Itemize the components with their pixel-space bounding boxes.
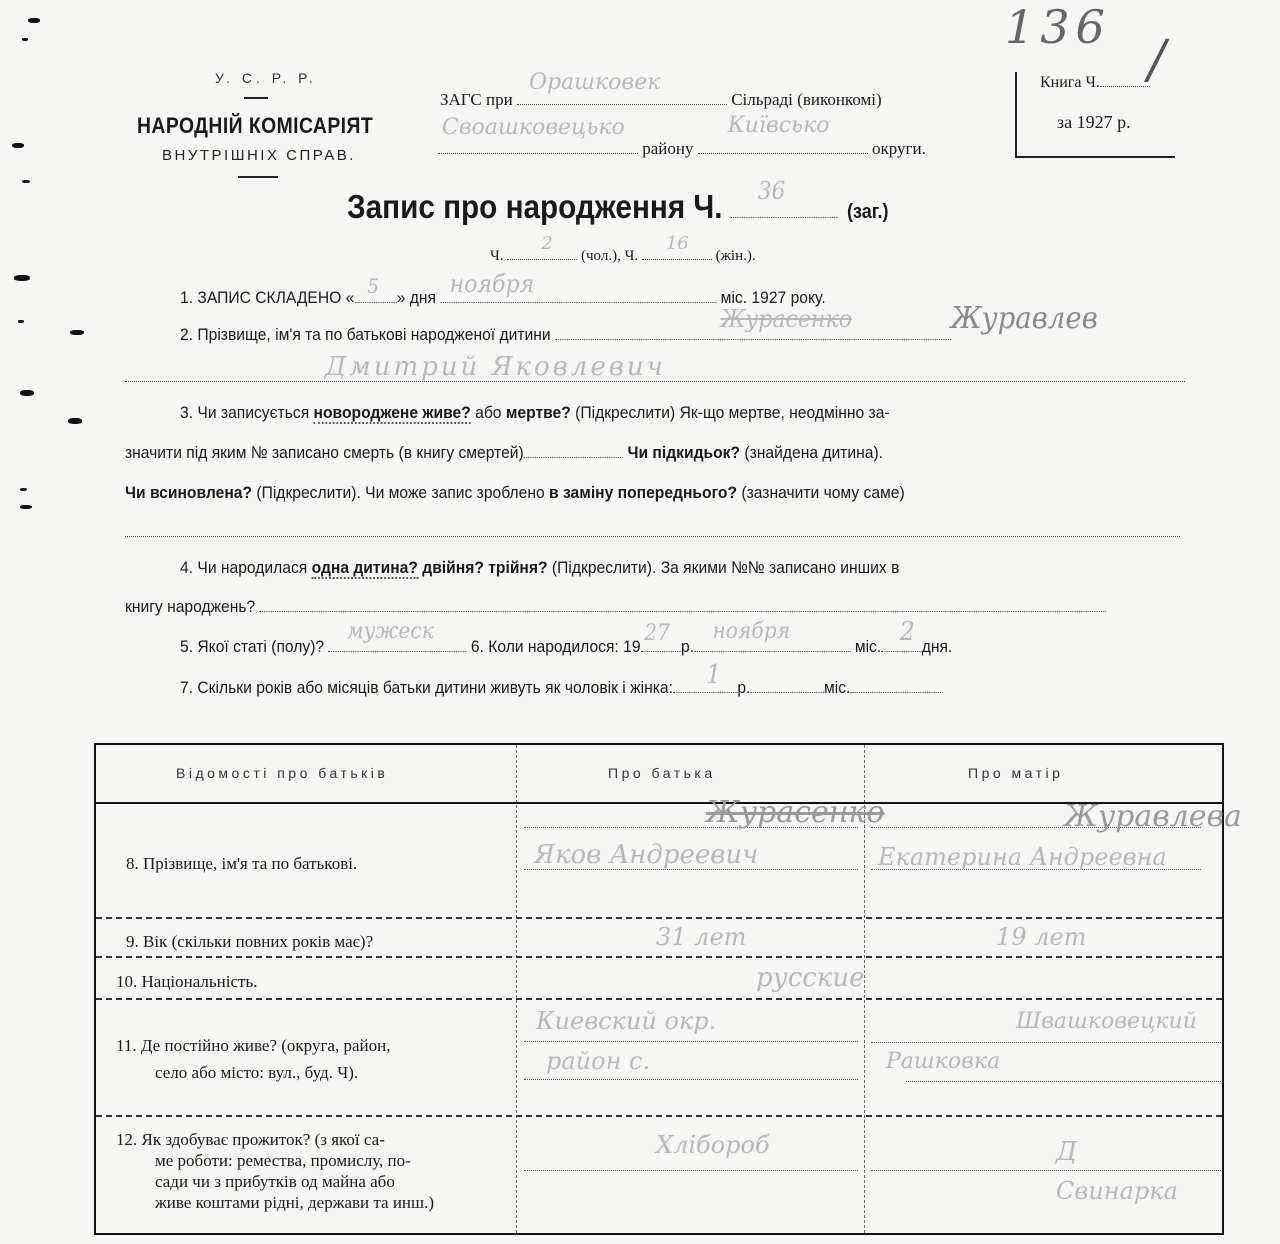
- rayon-field[interactable]: [438, 115, 638, 154]
- option-dead[interactable]: мертве?: [505, 403, 571, 422]
- father-address-line-2[interactable]: [524, 1079, 858, 1080]
- marriage-years-handwritten: 1: [706, 660, 722, 690]
- header-divider: [96, 802, 1222, 804]
- sex-label: 5. Якої статі (полу)?: [180, 637, 325, 656]
- item-3-text: або: [475, 403, 502, 422]
- row-divider: [96, 917, 1222, 919]
- marriage-years-suffix: р.: [737, 678, 751, 697]
- birth-year-suffix: р.: [681, 637, 695, 656]
- item-3-text: (Підкреслити) Як-що мертве, неодмінно за-: [575, 403, 890, 422]
- item-4-text: 4. Чи народилася: [180, 558, 308, 577]
- item-3-text: (зазначити чому саме): [741, 483, 905, 502]
- item-7: [180, 660, 942, 698]
- other-births-field[interactable]: [260, 599, 1106, 612]
- birth-day-handwritten: 2: [899, 617, 915, 647]
- record-month-field[interactable]: [440, 270, 716, 303]
- row-label-12-line-3: сади чи з прибутків од майна або: [155, 1172, 395, 1191]
- rayon-handwritten: Своашковецько: [442, 115, 625, 140]
- item-3-line-3: [125, 483, 905, 503]
- page-title: [347, 177, 889, 226]
- okruha-handwritten: Київсько: [727, 113, 830, 138]
- republic-label: У. С. Р. Р.: [215, 70, 317, 86]
- zags-field[interactable]: [517, 70, 727, 105]
- item-1-prefix: 1. ЗАПИС СКЛАДЕНО «: [180, 288, 355, 307]
- record-day-handwritten: 5: [367, 274, 379, 298]
- marriage-months-field[interactable]: [750, 680, 824, 693]
- child-surname-field[interactable]: [555, 301, 1098, 340]
- birth-year-handwritten: 27: [644, 621, 670, 646]
- father-name-handwritten: Яков Андреевич: [534, 840, 759, 870]
- row-label-11-line-1: 11. Де постійно живе? (округа, район,: [116, 1036, 391, 1055]
- scan-speck: [12, 143, 24, 148]
- record-number-handwritten: 36: [757, 177, 786, 205]
- row-label-9: 9. Вік (скільки повних років має)?: [126, 932, 374, 951]
- birth-day-field[interactable]: [881, 617, 921, 652]
- divider: [238, 176, 278, 178]
- row-label-12-line-2: ме роботи: ремества, промислу, по-: [155, 1151, 411, 1170]
- scan-speck: [14, 275, 30, 281]
- title-text: Запис про народження Ч.: [347, 188, 723, 225]
- female-label: (жін.).: [715, 248, 756, 264]
- rayon-line: [438, 113, 926, 159]
- scan-speck: [22, 180, 30, 183]
- title-suffix: (заг.): [847, 201, 889, 223]
- father-occupation-line[interactable]: [524, 1170, 858, 1171]
- birth-month-field[interactable]: [694, 619, 850, 652]
- birth-month-handwritten: ноября: [712, 619, 791, 644]
- female-count-field[interactable]: [642, 233, 712, 260]
- commissariat-subtitle: ВНУТРІШНІХ СПРАВ.: [162, 147, 356, 164]
- birth-month-suffix: міс.: [854, 637, 882, 656]
- okruha-field[interactable]: [698, 113, 868, 154]
- option-adopted[interactable]: Чи всиновлена?: [125, 483, 253, 502]
- option-alive[interactable]: новороджене живе?: [313, 403, 471, 422]
- item-3-line-2: [125, 443, 883, 463]
- mother-occupation-line[interactable]: [871, 1170, 1221, 1171]
- mother-address-handwritten-1: Швашковецкий: [1016, 1009, 1197, 1034]
- mother-occupation-handwritten-1: Д: [1056, 1137, 1078, 1167]
- scan-speck: [22, 38, 28, 41]
- child-name-handwritten: Дмитрий Яковлевич: [325, 352, 666, 382]
- row-divider: [96, 1115, 1222, 1117]
- scan-speck: [20, 390, 34, 396]
- mother-occupation-handwritten-2: Свинарка: [1056, 1177, 1178, 1205]
- item-2: [180, 301, 1098, 345]
- item-1-mid: » дня: [396, 288, 436, 307]
- row-label-8: 8. Прізвище, ім'я та по батькові.: [126, 854, 358, 873]
- father-address-line-1[interactable]: [524, 1041, 858, 1042]
- mother-age-handwritten: 19 лет: [996, 923, 1087, 951]
- scan-speck: [18, 320, 24, 323]
- rayon-label: району: [642, 139, 694, 158]
- item-4-text: книгу народжень?: [125, 597, 256, 616]
- child-surname-handwritten: Журавлев: [950, 301, 1098, 336]
- mother-address-handwritten-2: Рашковка: [886, 1049, 1001, 1074]
- row-label-11: [116, 1035, 390, 1083]
- header-mother: Про матір: [968, 765, 1064, 781]
- book-label: [1040, 74, 1150, 92]
- marriage-months-suffix: міс.: [824, 678, 851, 697]
- father-address-handwritten-1: Киевский окр.: [536, 1007, 717, 1035]
- record-month-handwritten: ноября: [449, 270, 535, 298]
- zags-handwritten: Орашковек: [528, 70, 661, 95]
- header-father: Про батька: [608, 765, 716, 781]
- item-1-suffix: міс. 1927 року.: [720, 288, 826, 307]
- scan-speck: [28, 18, 40, 23]
- male-count-field[interactable]: [507, 233, 577, 260]
- record-number-field[interactable]: [731, 177, 839, 218]
- male-count-handwritten: 2: [541, 233, 553, 254]
- zags-line: [440, 70, 882, 110]
- item-4-text: (Підкреслити). За якими №№ записано инших в: [551, 558, 900, 577]
- sex-handwritten: мужеск: [346, 619, 434, 644]
- row-label-11-line-2: село або місто: вул., буд. Ч).: [155, 1063, 359, 1082]
- row-divider: [96, 956, 1222, 958]
- row-divider: [96, 998, 1222, 1000]
- row-label-12: [116, 1129, 434, 1213]
- nationality-handwritten: русские: [756, 963, 865, 993]
- zags-prefix: ЗАГС при: [440, 90, 513, 109]
- option-single[interactable]: одна дитина?: [311, 558, 418, 577]
- option-twins[interactable]: двійня?: [422, 558, 484, 577]
- child-surname-crossed-handwritten: Журасенко: [720, 305, 852, 333]
- item-4-line-1: [180, 558, 899, 578]
- marriage-duration-label: 7. Скільки років або місяців батьки дитини живуть як чоловік і жінка:: [180, 678, 673, 697]
- birth-day-suffix: дня.: [921, 637, 953, 656]
- row-label-12-line-1: 12. Як здобуває прожиток? (з якої са-: [116, 1130, 385, 1149]
- option-foundling[interactable]: Чи підкидьок?: [627, 443, 741, 462]
- marriage-extra-field: [850, 680, 942, 693]
- option-replacement[interactable]: в заміну попереднього?: [549, 483, 738, 502]
- father-address-handwritten-2: район с.: [546, 1047, 651, 1075]
- sex-field[interactable]: [328, 619, 466, 652]
- book-handwritten-number: 136: [1005, 0, 1111, 54]
- scan-speck: [20, 505, 32, 509]
- item-4-line-2: [125, 597, 1106, 617]
- item-2-label: 2. Прізвище, ім'я та по батькові народженої дитини: [180, 325, 551, 344]
- header-info: Відомості про батьків: [176, 765, 389, 781]
- death-record-field[interactable]: [524, 445, 623, 458]
- birth-date-label: 6. Коли народилося: 19: [470, 637, 641, 656]
- column-divider: [516, 745, 517, 1233]
- scan-speck: [68, 418, 82, 424]
- commissariat-title: НАРОДНІЙ КОМІСАРІЯТ: [137, 113, 374, 138]
- male-label: (чол.), Ч.: [581, 248, 639, 264]
- mother-address-line-2[interactable]: [906, 1081, 1221, 1082]
- father-surname-handwritten: Журасенко: [706, 795, 885, 830]
- father-occupation-handwritten: Хлібороб: [656, 1131, 770, 1159]
- book-year: за 1927 р.: [1057, 112, 1131, 132]
- father-age-handwritten: 31 лет: [656, 923, 747, 951]
- mother-address-line-1[interactable]: [871, 1042, 1221, 1043]
- scan-speck: [70, 330, 84, 335]
- mother-name-handwritten: Екатерина Андреевна: [878, 843, 1167, 871]
- marriage-years-field[interactable]: [673, 660, 737, 693]
- book-field[interactable]: [1100, 74, 1150, 87]
- option-triplets[interactable]: трійня?: [488, 558, 548, 577]
- sub-ch-label: Ч.: [490, 248, 504, 264]
- item-3-text: значити під яким № записано смерть (в книгу смертей): [125, 443, 524, 462]
- mother-surname-handwritten: Журавлева: [1064, 799, 1242, 834]
- book-label-text: Книга Ч.: [1040, 74, 1100, 91]
- item-3-text: (Підкреслити). Чи може запис зроблено: [256, 483, 545, 502]
- book-handwritten-mark: /: [1148, 30, 1166, 90]
- item-3-text: (знайдена дитина).: [744, 443, 884, 462]
- replacement-reason-field[interactable]: [125, 535, 1180, 537]
- parents-table: [94, 743, 1242, 1235]
- record-day-field[interactable]: [354, 274, 396, 303]
- row-label-12-line-4: живе коштами рідні, держави та инш.): [155, 1193, 435, 1212]
- item-3-line-1: [180, 403, 890, 423]
- item-5-6: [180, 617, 953, 657]
- item-3-text: 3. Чи записується: [180, 403, 310, 422]
- title-subline: [490, 233, 756, 265]
- scan-speck: [20, 488, 27, 491]
- female-count-handwritten: 16: [665, 233, 689, 254]
- okruha-label: округи.: [872, 139, 926, 158]
- row-label-10: 10. Національність.: [116, 972, 258, 991]
- birth-year-field[interactable]: [641, 621, 681, 652]
- zags-suffix: Сільраді (виконкомі): [731, 90, 882, 109]
- divider: [244, 97, 268, 99]
